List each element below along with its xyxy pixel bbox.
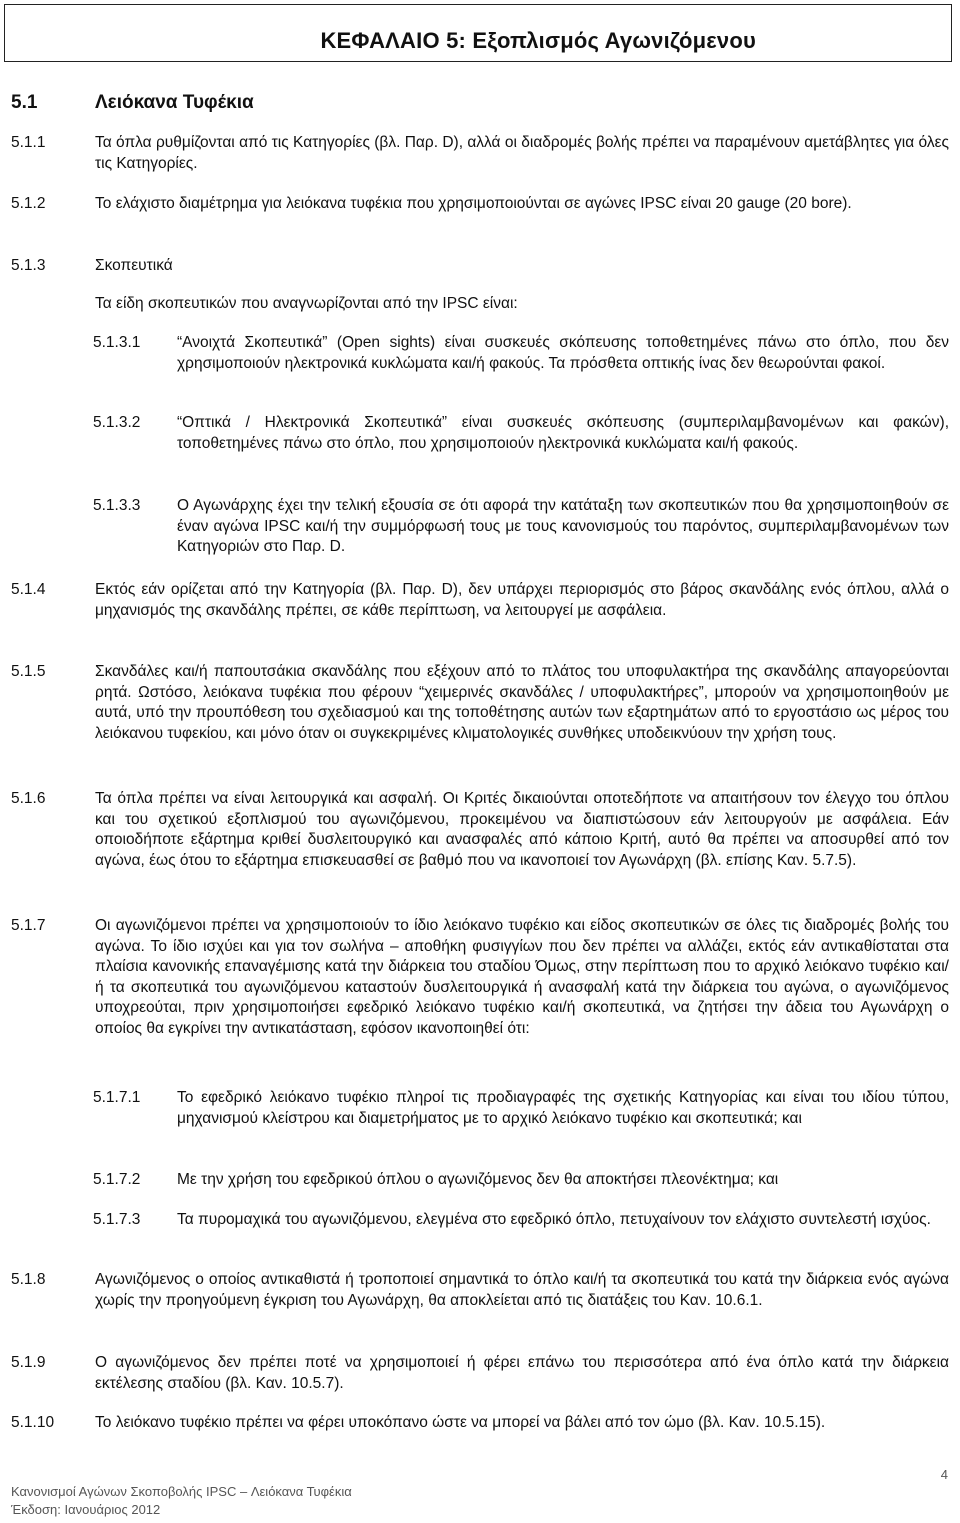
rule-number: 5.1.1 bbox=[11, 134, 46, 151]
rule-text: Αγωνιζόμενος ο οποίος αντικαθιστά ή τροποποιεί σημαντικά το όπλο και/ή τα σκοπευτικά του κατά την διάρκεια ενός αγώνα χωρίς την προηγούμενη έγκριση του Αγωνάρχη, θα αποκλείεται από τις διατάξεις του Καν. 10.6.1. bbox=[95, 1271, 949, 1309]
rule-text: Οι αγωνιζόμενοι πρέπει να χρησιμοποιούν το ίδιο λειόκανο τυφέκιο και είδος σκοπευτικών σε όλες τις διαδρομές βολής του αγώνα. Το ίδιο ισχύει και για τον σωλήνα – αποθήκη φυσιγγίων που δεν πρέπει να αλλάζει, εκτός εάν αντικαθίσταται στα πλαίσια κανονικής επαναγέμισης κατά την διάρκεια του σταδίου Όμως, στην περίπτωση που το αρχικό λειόκανο τυφέκιο και/ή τα σκοπευτικά του αγωνιζόμενου καταστούν δυσλειτουργικά ή ανασφαλή κατά την διάρκεια του αγώνα, ο αγωνιζόμενος υποχρεούται, πριν χρησιμοποιήσει εφεδρικό λειόκανο τυφέκιο και/ή σκοπευτικά, να ζητήσει την άδεια του Αγωνάρχη ο οποίος θα εγκρίνει την αντικατάσταση, εφόσον ικανοποιηθεί ότι: bbox=[95, 917, 949, 1037]
rule-text: Εκτός εάν ορίζεται από την Κατηγορία (βλ. Παρ. D), δεν υπάρχει περιορισμός στο βάρος σκανδάλης ενός όπλου, αλλά ο μηχανισμός της σκανδάλης πρέπει, σε κάθε περίπτωση, να λειτουργεί με ασφάλεια. bbox=[95, 581, 949, 619]
rule-text: “Οπτικά / Ηλεκτρονικά Σκοπευτικά” είναι συσκευές σκόπευσης (συμπεριλαμβανομένων και φακών), τοποθετημένες πάνω στο όπλο, που χρησιμοποιούν ηλεκτρονικά κυκλώματα και/ή φακούς. bbox=[177, 414, 949, 452]
rule-number: 5.1.4 bbox=[11, 581, 46, 598]
rule-5-1-2 bbox=[11, 194, 949, 215]
rule-5-1-9 bbox=[11, 1353, 949, 1394]
rule-number: 5.1.7.3 bbox=[93, 1211, 141, 1228]
rule-5-1-3-intro: Τα είδη σκοπευτικών που αναγνωρίζονται από την IPSC είναι: bbox=[95, 295, 518, 312]
section-heading bbox=[11, 92, 254, 114]
rule-5-1-7 bbox=[11, 916, 949, 1039]
rule-5-1-10 bbox=[11, 1413, 949, 1434]
rule-5-1-1 bbox=[11, 133, 949, 174]
rule-text: Το ελάχιστο διαμέτρημα για λειόκανα τυφέκια που χρησιμοποιούνται σε αγώνες IPSC είναι 20 gauge (20 bore). bbox=[95, 195, 852, 212]
rule-number: 5.1.7.2 bbox=[93, 1171, 141, 1188]
page-number: 4 bbox=[940, 1467, 948, 1482]
rule-5-1-5 bbox=[11, 662, 949, 744]
rule-5-1-3 bbox=[11, 256, 949, 277]
rule-text: Σκανδάλες και/ή παπουτσάκια σκανδάλης που εξέχουν από το πλάτος του υποφυλακτήρα της σκανδάλης απαγορεύονται ρητά. Ωστόσο, λειόκανα τυφέκια που φέρουν “χειμερινές σκανδάλες / υποφυλακτήρες”, μπορούν να χρησιμοποιηθούν με αυτά, υπό την προυπόθεση του σχεδιασμού και της τοποθέτησης αυτών των εξαρτημάτων από το εργοστάσιο ως μέρος του λειόκανου τυφεκίου, και μόνο όταν οι συγκεκριμένες κλιματολογικές συνθήκες υποδεικνύουν την χρήση τους. bbox=[95, 663, 949, 742]
footer-edition: Έκδοση: Ιανουάριος 2012 bbox=[11, 1502, 161, 1517]
rule-number: 5.1.3.2 bbox=[93, 414, 141, 431]
rule-5-1-3-1 bbox=[93, 333, 949, 374]
rule-5-1-3-3 bbox=[93, 496, 949, 558]
rule-number: 5.1.8 bbox=[11, 1271, 46, 1288]
section-title: Λειόκανα Τυφέκια bbox=[95, 92, 254, 113]
rule-number: 5.1.7 bbox=[11, 917, 46, 934]
rule-5-1-3-2 bbox=[93, 413, 949, 454]
rule-5-1-7-1 bbox=[93, 1088, 949, 1129]
rule-text: Το εφεδρικό λειόκανο τυφέκιο πληροί τις προδιαγραφές της σχετικής Κατηγορίας και είναι του ιδίου τύπου, μηχανισμού κλείστρου και διαμετρήματος με το αρχικό λειόκανο τυφέκιο και σκοπευτικά; και bbox=[177, 1089, 949, 1127]
footer-document-title: Κανονισμοί Αγώνων Σκοποβολής IPSC – Λειόκανα Τυφέκια bbox=[11, 1484, 352, 1499]
section-number: 5.1 bbox=[11, 92, 38, 113]
rule-5-1-4 bbox=[11, 580, 949, 621]
rule-text: Ο αγωνιζόμενος δεν πρέπει ποτέ να χρησιμοποιεί ή φέρει επάνω του περισσότερα από ένα όπλο κατά την διάρκεια εκτέλεσης σταδίου (βλ. Καν. 10.5.7). bbox=[95, 1354, 949, 1392]
rule-number: 5.1.2 bbox=[11, 195, 46, 212]
rule-number: 5.1.9 bbox=[11, 1354, 46, 1371]
rule-text: Τα πυρομαχικά του αγωνιζόμενου, ελεγμένα στο εφεδρικό όπλο, πετυχαίνουν τον ελάχιστο συντελεστή ισχύος. bbox=[177, 1211, 931, 1228]
rule-5-1-6 bbox=[11, 789, 949, 871]
rule-number: 5.1.3.3 bbox=[93, 497, 141, 514]
rule-text: Ο Αγωνάρχης έχει την τελική εξουσία σε ότι αφορά την κατάταξη των σκοπευτικών που θα χρησιμοποιηθούν σε έναν αγώνα IPSC και/ή την συμμόρφωσή τους με τους κανονισμούς του παρόντος, συμπεριλαμβανομένων των Κατηγοριών στο Παρ. D. bbox=[177, 497, 949, 555]
rule-number: 5.1.10 bbox=[11, 1414, 55, 1431]
rule-text: “Ανοιχτά Σκοπευτικά” (Open sights) είναι συσκευές σκόπευσης τοποθετημένες πάνω στο όπλο, που δεν χρησιμοποιούν ηλεκτρονικά κυκλώματα και/ή φακούς. Τα πρόσθετα οπτικής ίνας δεν θεωρούνται φακοί. bbox=[177, 334, 949, 372]
footer bbox=[11, 1483, 352, 1519]
rule-number: 5.1.7.1 bbox=[93, 1089, 141, 1106]
chapter-title: ΚΕΦΑΛΑΙΟ 5: Εξοπλισμός Αγωνιζόμενου bbox=[320, 28, 756, 53]
rule-text: Τα όπλα ρυθμίζονται από τις Κατηγορίες (βλ. Παρ. D), αλλά οι διαδρομές βολής πρέπει να παραμένουν αμετάβλητες για όλες τις Κατηγορίες. bbox=[95, 134, 949, 172]
rule-text: Με την χρήση του εφεδρικού όπλου ο αγωνιζόμενος δεν θα αποκτήσει πλεονέκτημα; και bbox=[177, 1171, 779, 1188]
rule-number: 5.1.6 bbox=[11, 790, 46, 807]
rule-5-1-8 bbox=[11, 1270, 949, 1311]
rule-5-1-7-3 bbox=[93, 1210, 949, 1231]
rule-number: 5.1.3.1 bbox=[93, 334, 141, 351]
rule-text: Τα όπλα πρέπει να είναι λειτουργικά και ασφαλή. Οι Κριτές δικαιούνται οποτεδήποτε να απαιτήσουν τον έλεγχο του όπλου και του σχετικού εξοπλισμού του αγωνιζόμενου, προκειμένου να διαπιστώσουν εάν λειτουργούν με ασφάλεια. Εάν οποιοδήποτε εξάρτημα κριθεί δυσλειτουργικό και ανασφαλές από κάποιο Κριτή, αυτό θα πρέπει να αποσυρθεί από τον αγώνα, έως ότου το εξάρτημα επισκευασθεί σε βαθμό που να ικανοποιεί τον Αγωνάρχη (βλ. επίσης Καν. 5.7.5). bbox=[95, 790, 949, 869]
rule-text: Το λειόκανο τυφέκιο πρέπει να φέρει υποκόπανο ώστε να μπορεί να βάλει από τον ώμο (βλ. Καν. 10.5.15). bbox=[95, 1414, 826, 1431]
rule-number: 5.1.5 bbox=[11, 663, 46, 680]
rule-number: 5.1.3 bbox=[11, 257, 46, 274]
rule-text: Σκοπευτικά bbox=[95, 257, 173, 274]
rule-5-1-7-2 bbox=[93, 1170, 949, 1191]
